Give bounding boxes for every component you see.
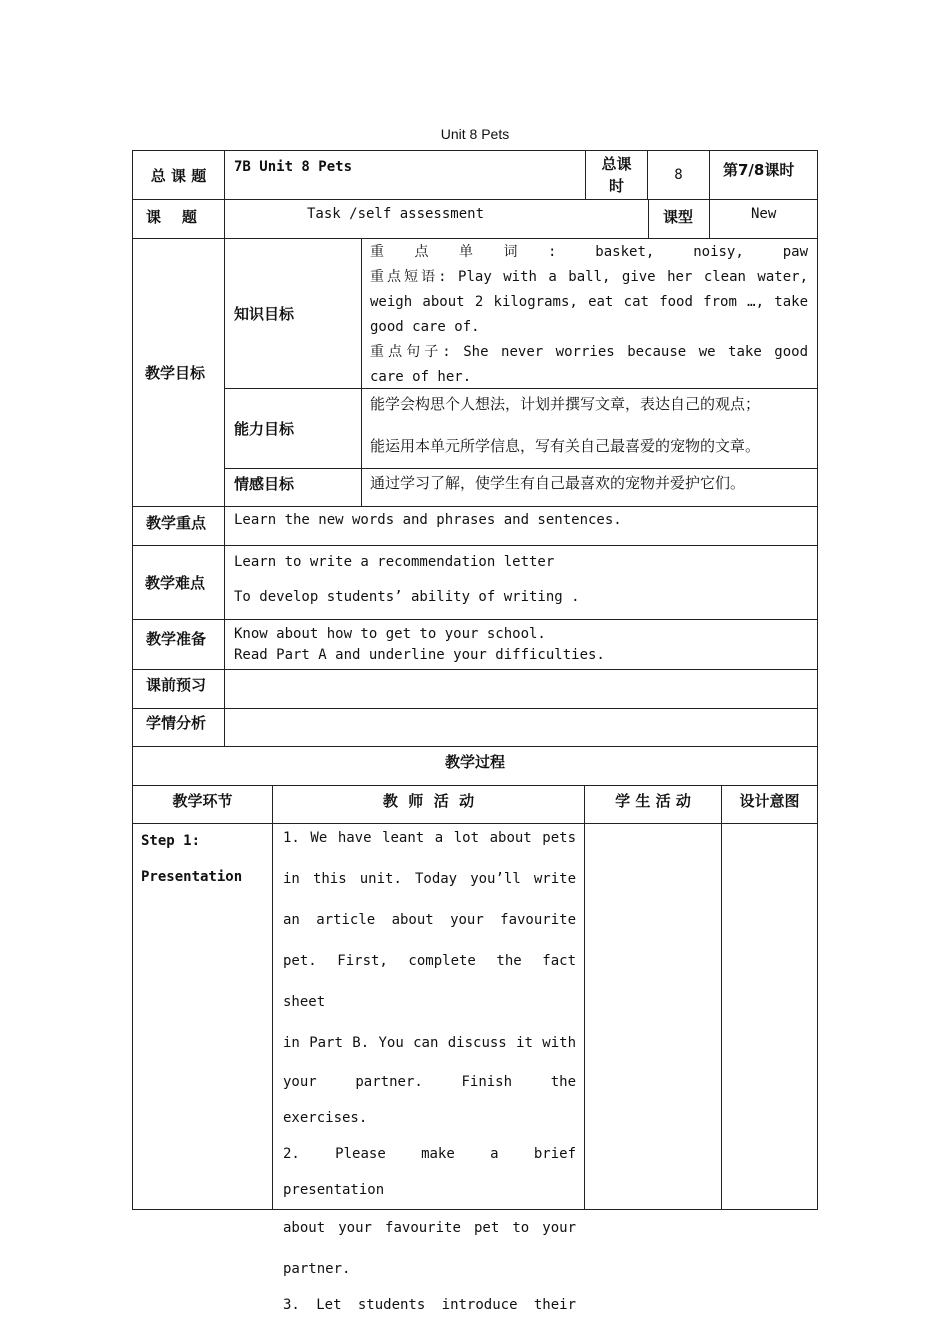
ability-goal-line-1: 能学会构思个人想法，计划并撰写文章，表达自己的观点；: [370, 395, 761, 413]
key-phrases-line-3: good care of.: [370, 319, 480, 335]
learner-analysis-label: 学情分析: [132, 708, 225, 747]
teaching-goals-label: 教学目标: [132, 238, 225, 507]
step-subtitle: Presentation: [141, 869, 243, 885]
prep-line-1: Know about how to get to your school.: [234, 626, 546, 642]
teaching-difficulty-content: [224, 545, 818, 620]
teaching-process-title: 教学过程: [132, 746, 818, 786]
knowledge-goal-label: 知识目标: [224, 238, 362, 389]
step-cell: [132, 823, 273, 1210]
total-periods-label: 总课 时: [585, 150, 648, 200]
prep-line-2: Read Part A and underline your difficulties.: [234, 647, 605, 663]
document-title: Unit 8 Pets: [440, 126, 510, 142]
ability-goal-line-2: 能运用本单元所学信息，写有关自己最喜爱的宠物的文章。: [370, 437, 761, 455]
step-name: Step 1:: [141, 833, 201, 849]
lesson-type-value: New: [709, 199, 818, 239]
key-sentence-line-1: 重点句子: She never worries because we take good: [370, 344, 808, 360]
difficulty-line-2: To develop students’ ability of writing .: [234, 589, 580, 605]
teacher-line-6: your partner. Finish the exercises.: [283, 1074, 576, 1126]
teaching-prep-content: [224, 619, 818, 670]
topic-label: 总 课 题: [132, 150, 225, 200]
teacher-line-8: about your favourite pet to your: [283, 1220, 576, 1236]
teacher-line-5: in Part B. You can discuss it with: [283, 1035, 576, 1051]
key-sentence-line-2: care of her.: [370, 369, 472, 385]
col-header-student-activity: 学 生 活 动: [584, 785, 722, 824]
student-activity-cell: [584, 823, 722, 1210]
teaching-prep-label: 教学准备: [132, 619, 225, 670]
teaching-difficulty-label: 教学难点: [132, 545, 225, 620]
teacher-activity-cell: [272, 823, 585, 1313]
period-number: 第7/8课时: [709, 150, 818, 200]
col-header-teacher-activity: 教 师 活 动: [272, 785, 585, 824]
teacher-line-7: 2. Please make a brief presentation: [283, 1146, 576, 1198]
key-words: 重点单词: basket, noisy, paw: [370, 244, 808, 260]
design-intent-cell: [721, 823, 818, 1210]
teacher-line-1: 1. We have leant a lot about pets: [283, 830, 576, 846]
teacher-line-9: partner.: [283, 1261, 351, 1277]
col-header-design-intent: 设计意图: [721, 785, 818, 824]
preview-content: [224, 669, 818, 709]
learner-analysis-content: [224, 708, 818, 747]
preview-label: 课前预习: [132, 669, 225, 709]
col-header-step: 教学环节: [132, 785, 273, 824]
emotion-goal-content: 通过学习了解，使学生有自己最喜欢的宠物并爱护它们。: [361, 468, 818, 507]
lesson-type-label: 课型: [648, 199, 710, 239]
teacher-line-10: 3. Let students introduce their: [283, 1297, 576, 1313]
teaching-focus-content: Learn the new words and phrases and sentences.: [224, 506, 818, 546]
lesson-label: 课 题: [132, 199, 225, 239]
knowledge-goal-content: [361, 238, 818, 389]
total-periods-value: 8: [647, 150, 710, 200]
topic-value: 7B Unit 8 Pets: [224, 150, 586, 200]
ability-goal-label: 能力目标: [224, 388, 362, 469]
key-phrases-line-2: weigh about 2 kilograms, eat cat food from …, take: [370, 294, 808, 310]
key-phrases-line-1: 重点短语: Play with a ball, give her clean water,: [370, 269, 808, 285]
lesson-value: Task /self assessment: [224, 199, 649, 239]
teacher-line-3: an article about your favourite: [283, 912, 576, 928]
emotion-goal-label: 情感目标: [224, 468, 362, 507]
ability-goal-content: [361, 388, 818, 469]
difficulty-line-1: Learn to write a recommendation letter: [234, 554, 555, 570]
teacher-line-2: in this unit. Today you’ll write: [283, 871, 576, 887]
teacher-line-4: pet. First, complete the fact sheet: [283, 953, 576, 1010]
teaching-focus-label: 教学重点: [132, 506, 225, 546]
